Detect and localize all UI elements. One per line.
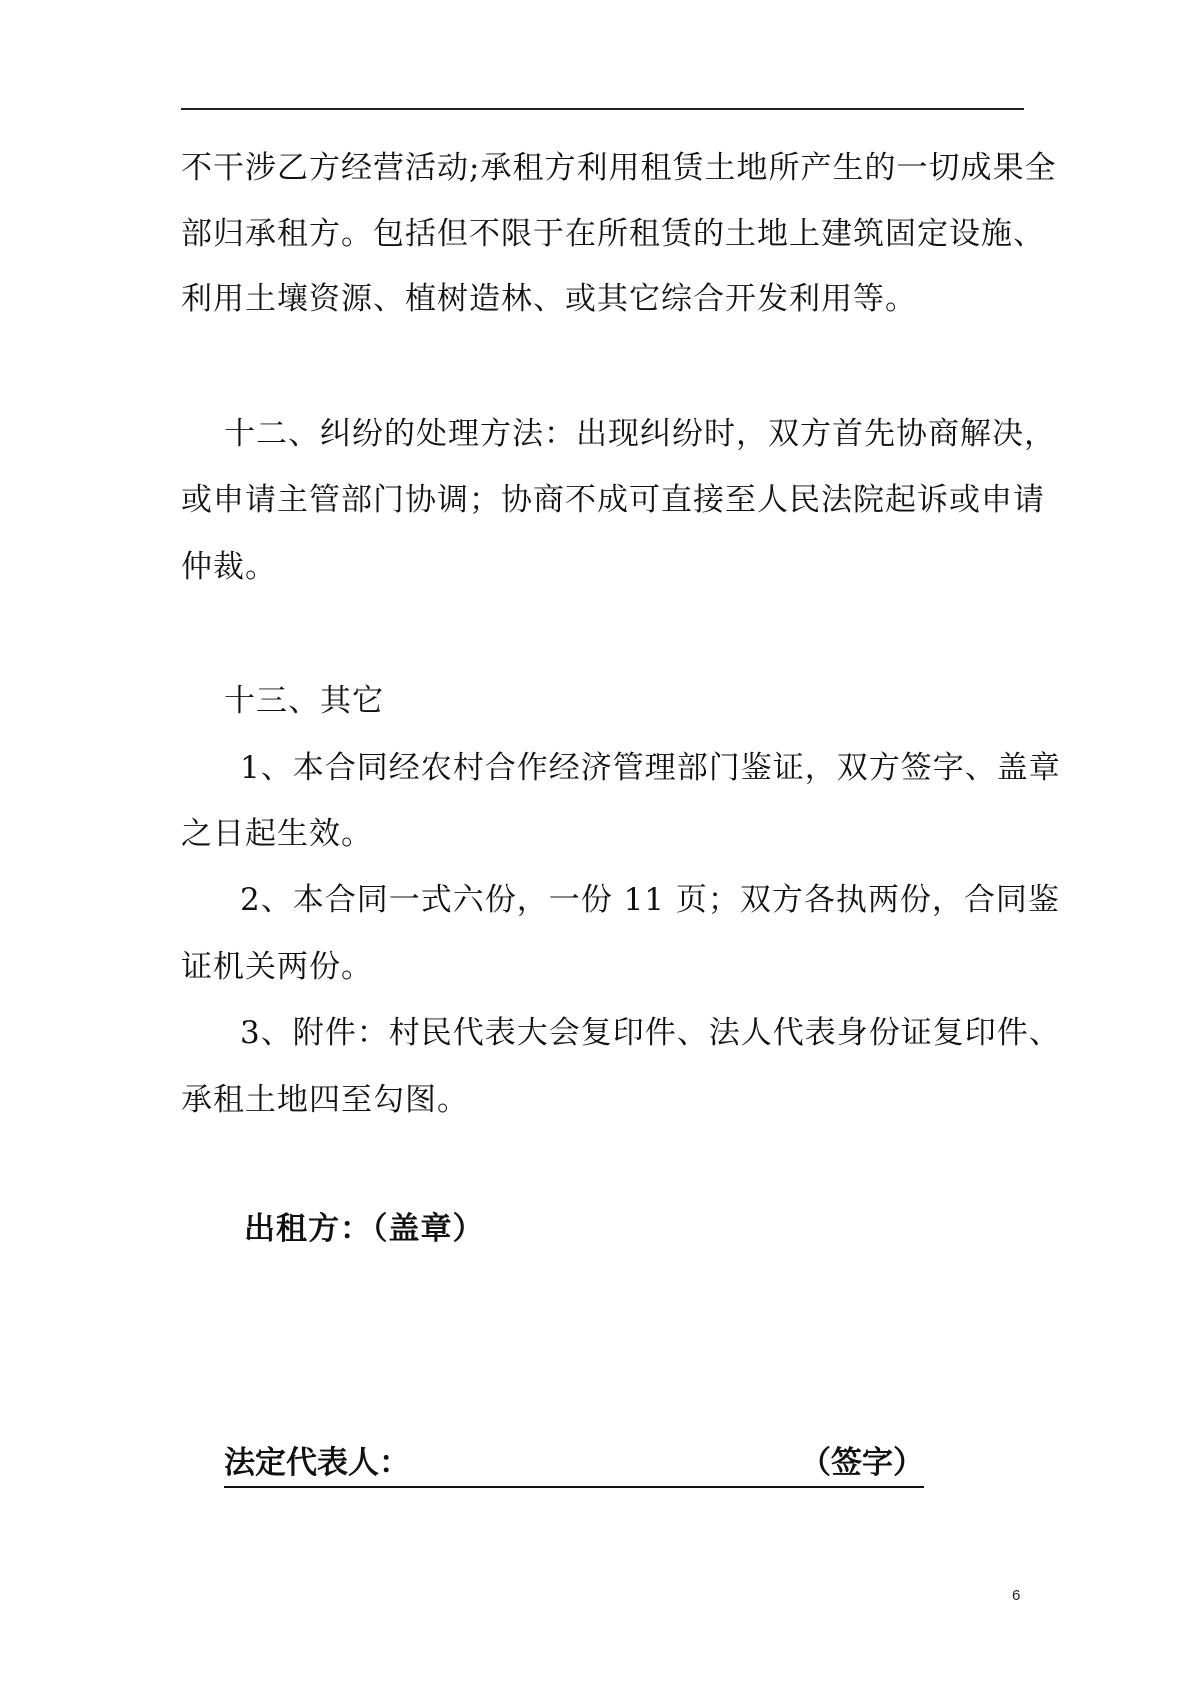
body-line: 证机关两份。 xyxy=(181,949,373,985)
clause-2-line: 2、本合同一式六份，一份 11 页；双方各执两份，合同鉴 xyxy=(240,882,1060,918)
lessor-seal-label: 出租方：（盖章） xyxy=(244,1211,485,1247)
body-line: 部归承租方。包括但不限于在所租赁的土地上建筑固定设施、 xyxy=(181,216,1045,252)
clause-3-line: 3、附件：村民代表大会复印件、法人代表身份证复印件、 xyxy=(240,1015,1061,1051)
clause-1-line: 1、本合同经农村合作经济管理部门鉴证，双方签字、盖章 xyxy=(240,750,1061,786)
legal-rep-signature-line xyxy=(224,1440,924,1488)
section-13-heading: 十三、其它 xyxy=(224,683,384,719)
legal-rep-label: 法定代表人： xyxy=(224,1445,410,1481)
body-line: 不干涉乙方经营活动;承租方利用租赁土地所产生的一切成果全 xyxy=(181,150,1057,186)
body-line: 之日起生效。 xyxy=(181,816,373,852)
section-12-heading-line: 十二、纠纷的处理方法：出现纠纷时，双方首先协商解决， xyxy=(224,416,1056,452)
body-line: 利用土壤资源、植树造林、或其它综合开发利用等。 xyxy=(181,281,917,317)
header-rule xyxy=(181,108,1024,110)
signature-label: （签字） xyxy=(800,1445,924,1481)
body-line: 仲裁。 xyxy=(181,549,277,585)
page-number: 6 xyxy=(1012,1587,1021,1604)
body-line: 或申请主管部门协调；协商不成可直接至人民法院起诉或申请 xyxy=(181,482,1045,518)
body-line: 承租土地四至勾图。 xyxy=(181,1082,469,1118)
